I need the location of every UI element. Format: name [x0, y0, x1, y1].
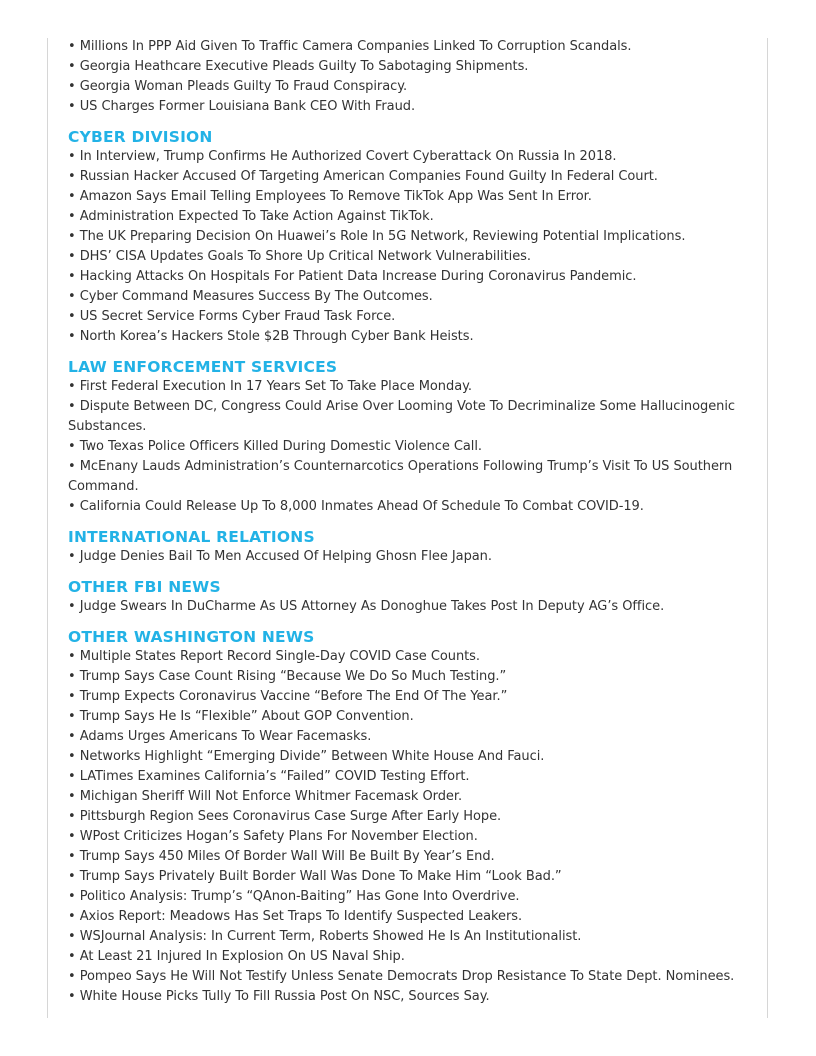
list-item[interactable]: • North Korea’s Hackers Stole $2B Through Cyber Bank Heists. [68, 329, 474, 344]
list-item[interactable]: • US Secret Service Forms Cyber Fraud Task Force. [68, 309, 396, 324]
list-item[interactable]: • Cyber Command Measures Success By The Outcomes. [68, 289, 433, 304]
section-continued [68, 37, 752, 117]
list-item[interactable]: • The UK Preparing Decision On Huawei’s Role In 5G Network, Reviewing Potential Implications. [68, 229, 686, 244]
section-heading: INTERNATIONAL RELATIONS [68, 528, 315, 546]
list-item[interactable]: • WPost Criticizes Hogan’s Safety Plans For November Election. [68, 829, 478, 844]
list-item[interactable]: • Judge Swears In DuCharme As US Attorney As Donoghue Takes Post In Deputy AG’s Office. [68, 599, 665, 614]
list-item[interactable]: • Dispute Between DC, Congress Could Arise Over Looming Vote To Decriminalize Some Hallucinogenic Substances. [68, 399, 735, 434]
list-item[interactable]: • Pompeo Says He Will Not Testify Unless Senate Democrats Drop Resistance To State Dept. Nominees. [68, 969, 735, 984]
section-heading: LAW ENFORCEMENT SERVICES [68, 358, 338, 376]
section-heading: OTHER WASHINGTON NEWS [68, 628, 315, 646]
section-heading: CYBER DIVISION [68, 128, 213, 146]
list-item[interactable]: • Administration Expected To Take Action Against TikTok. [68, 209, 434, 224]
section-other-fbi-news [68, 577, 752, 617]
section-other-washington-news [68, 627, 752, 1007]
list-item[interactable]: • Russian Hacker Accused Of Targeting American Companies Found Guilty In Federal Court. [68, 169, 658, 184]
list-item[interactable]: • Networks Highlight “Emerging Divide” Between White House And Fauci. [68, 749, 545, 764]
list-item[interactable]: • California Could Release Up To 8,000 Inmates Ahead Of Schedule To Combat COVID-19. [68, 499, 644, 514]
list-item[interactable]: • At Least 21 Injured In Explosion On US Naval Ship. [68, 949, 405, 964]
section-law-enforcement-services [68, 357, 752, 517]
list-item[interactable]: • Trump Says 450 Miles Of Border Wall Will Be Built By Year’s End. [68, 849, 495, 864]
list-item[interactable]: • Millions In PPP Aid Given To Traffic Camera Companies Linked To Corruption Scandals. [68, 39, 632, 54]
newsletter-content [68, 37, 752, 1007]
list-item[interactable]: • Trump Expects Coronavirus Vaccine “Before The End Of The Year.” [68, 689, 508, 704]
list-item[interactable]: • WSJournal Analysis: In Current Term, Roberts Showed He Is An Institutionalist. [68, 929, 582, 944]
list-item[interactable]: • Trump Says Case Count Rising “Because We Do So Much Testing.” [68, 669, 507, 684]
list-item[interactable]: • White House Picks Tully To Fill Russia Post On NSC, Sources Say. [68, 989, 490, 1004]
list-item[interactable]: • Two Texas Police Officers Killed During Domestic Violence Call. [68, 439, 483, 454]
list-item[interactable]: • Georgia Woman Pleads Guilty To Fraud Conspiracy. [68, 79, 408, 94]
list-item[interactable]: • Trump Says He Is “Flexible” About GOP Convention. [68, 709, 414, 724]
list-item[interactable]: • Georgia Heathcare Executive Pleads Guilty To Sabotaging Shipments. [68, 59, 529, 74]
list-item[interactable]: • McEnany Lauds Administration’s Counternarcotics Operations Following Trump’s Visit To US Southern Command. [68, 459, 733, 494]
list-item[interactable]: • Amazon Says Email Telling Employees To Remove TikTok App Was Sent In Error. [68, 189, 592, 204]
section-heading: OTHER FBI NEWS [68, 578, 221, 596]
list-item[interactable]: • Politico Analysis: Trump’s “QAnon-Baiting” Has Gone Into Overdrive. [68, 889, 520, 904]
list-item[interactable]: • Pittsburgh Region Sees Coronavirus Case Surge After Early Hope. [68, 809, 502, 824]
list-item[interactable]: • Adams Urges Americans To Wear Facemasks. [68, 729, 372, 744]
list-item[interactable]: • DHS’ CISA Updates Goals To Shore Up Critical Network Vulnerabilities. [68, 249, 531, 264]
list-item[interactable]: • Axios Report: Meadows Has Set Traps To Identify Suspected Leakers. [68, 909, 523, 924]
list-item[interactable]: • LATimes Examines California’s “Failed” COVID Testing Effort. [68, 769, 470, 784]
list-item[interactable]: • First Federal Execution In 17 Years Set To Take Place Monday. [68, 379, 472, 394]
list-item[interactable]: • In Interview, Trump Confirms He Authorized Covert Cyberattack On Russia In 2018. [68, 149, 617, 164]
list-item[interactable]: • Multiple States Report Record Single-Day COVID Case Counts. [68, 649, 480, 664]
list-item[interactable]: • Trump Says Privately Built Border Wall Was Done To Make Him “Look Bad.” [68, 869, 562, 884]
list-item[interactable]: • US Charges Former Louisiana Bank CEO With Fraud. [68, 99, 416, 114]
section-international-relations [68, 527, 752, 567]
list-item[interactable]: • Hacking Attacks On Hospitals For Patient Data Increase During Coronavirus Pandemic. [68, 269, 637, 284]
section-cyber-division [68, 127, 752, 347]
list-item[interactable]: • Michigan Sheriff Will Not Enforce Whitmer Facemask Order. [68, 789, 463, 804]
list-item[interactable]: • Judge Denies Bail To Men Accused Of Helping Ghosn Flee Japan. [68, 549, 492, 564]
